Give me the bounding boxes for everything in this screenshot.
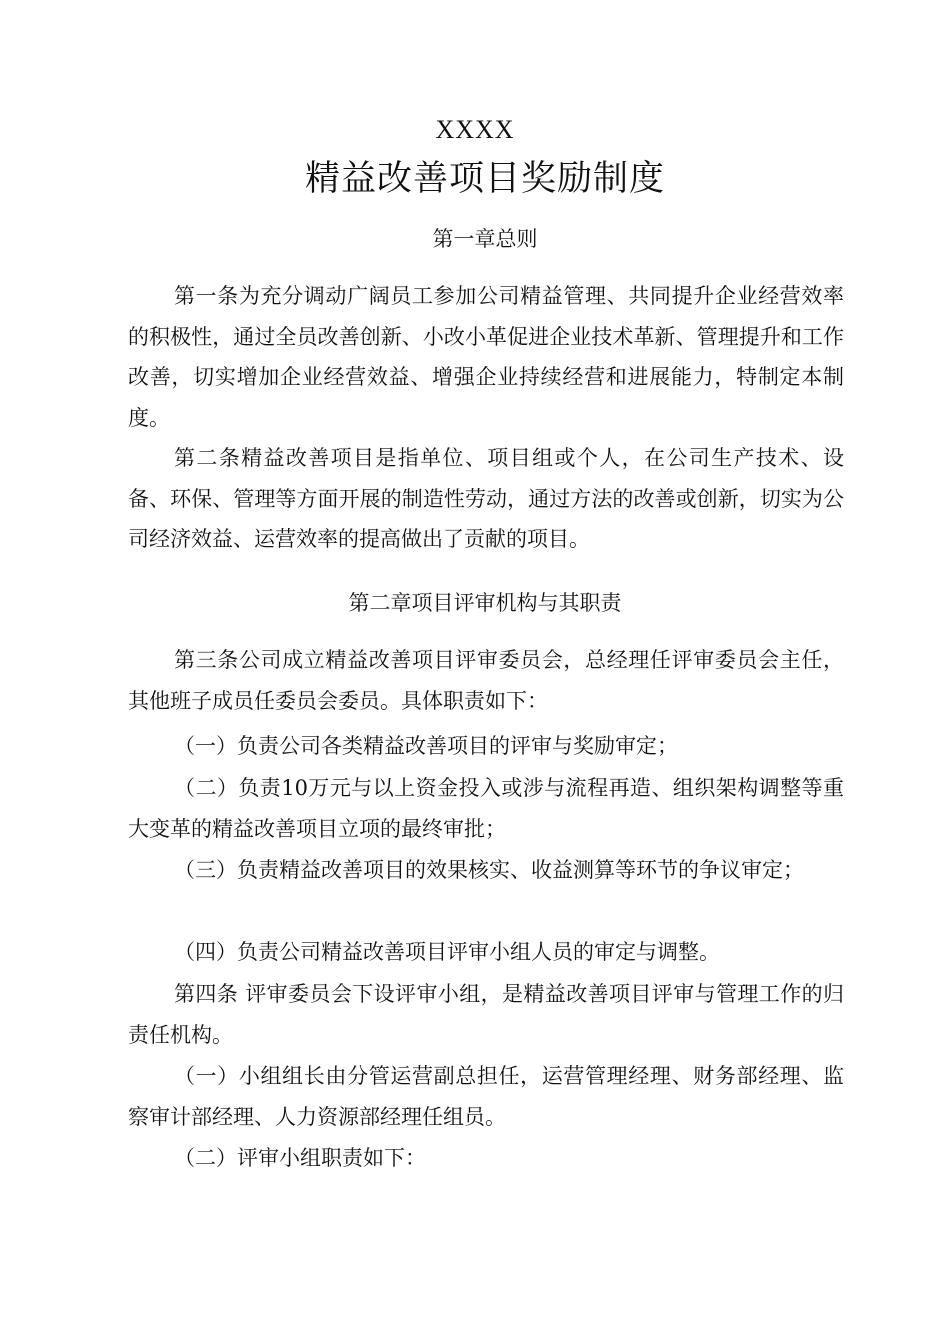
- article-4-item-1: （一）小组组长由分管运营副总担任，运营管理经理、财务部经理、监察审计部经理、人力资源部经理任组员。: [128, 1064, 844, 1129]
- article-3-item-4: （四）负责公司精益改善项目评审小组人员的审定与调整。: [174, 940, 720, 964]
- article-3-item-2: （二）负责10万元与以上资金投入或涉与流程再造、组织架构调整等重大变革的精益改善项目立项的最终审批；: [128, 776, 844, 841]
- chapter-heading-2: 第二章项目评审机构与其职责: [348, 591, 622, 615]
- article-3: 第三条公司成立精益改善项目评审委员会，总经理任评审委员会主任，其他班子成员任委员会委员。具体职责如下：: [128, 648, 844, 713]
- article-1: 第一条为充分调动广阔员工参加公司精益管理、共同提升企业经营效率的积极性，通过全员改善创新、小改小革促进企业技术革新、管理提升和工作改善，切实增加企业经营效益、增强企业持续经营和进展能力，特制定本制度。: [128, 284, 844, 430]
- article-2: 第二条精益改善项目是指单位、项目组或个人，在公司生产技术、设备、环保、管理等方面开展的制造性劳动，通过方法的改善或创新，切实为公司经济效益、运营效率的提高做出了贡献的项目。: [128, 446, 844, 551]
- article-4: 第四条 评审委员会下设评审小组，是精益改善项目评审与管理工作的归责任机构。: [128, 982, 844, 1047]
- org-name: XXXX: [435, 115, 515, 144]
- article-3-item-3: （三）负责精益改善项目的效果核实、收益测算等环节的争议审定；: [174, 858, 804, 882]
- article-4-item-2: （二）评审小组职责如下：: [174, 1146, 426, 1170]
- article-3-item-1: （一）负责公司各类精益改善项目的评审与奖励审定；: [174, 734, 678, 758]
- document-title: 精益改善项目奖励制度: [304, 159, 665, 199]
- chapter-heading-1: 第一章总则: [432, 227, 538, 251]
